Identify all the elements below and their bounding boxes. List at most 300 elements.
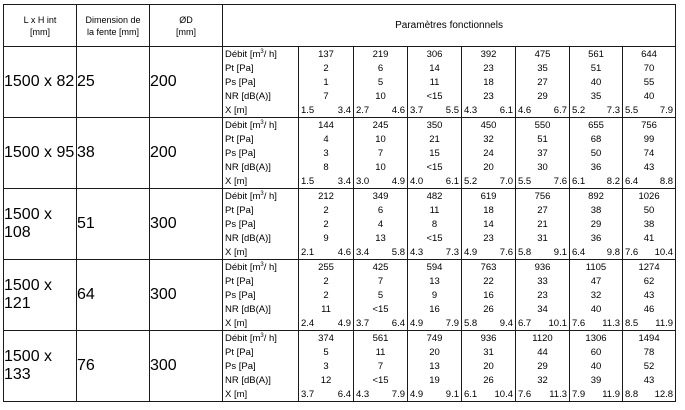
throw-max: 9.1: [553, 246, 567, 258]
value-cell-nr: 19: [408, 373, 462, 387]
debit-label-text: Débit [m: [225, 119, 261, 131]
header-diameter-label: ØD: [179, 14, 193, 25]
debit-label-superscript: 3: [260, 119, 264, 126]
value-cell-x: [570, 103, 623, 118]
throw-min: 2.7: [356, 104, 370, 116]
parameter-label-x: X [m]: [223, 245, 299, 260]
parameter-label-pt: Pt [Pa]: [223, 61, 299, 75]
value-cell-debit: 212: [299, 189, 354, 204]
throw-range: [623, 104, 675, 117]
value-cell-ps: 11: [408, 75, 462, 89]
value-cell-x: [408, 387, 462, 402]
value-cell-x: [516, 387, 570, 402]
throw-range: [516, 104, 569, 117]
value-cell-ps: 52: [623, 359, 676, 373]
value-cell-pt: 4: [299, 132, 354, 146]
value-cell-debit: 763: [462, 260, 516, 275]
slot-size-cell: 76: [77, 331, 150, 402]
parameter-label-ps: Ps [Pa]: [223, 288, 299, 302]
throw-min: 7.6: [572, 317, 586, 329]
throw-min: 8.5: [625, 317, 639, 329]
throw-min: 4.9: [464, 246, 478, 258]
throw-max: 9.8: [606, 246, 620, 258]
throw-min: 3.7: [356, 317, 370, 329]
diameter-cell: 300: [150, 331, 223, 402]
throw-max: 6.7: [553, 104, 567, 116]
throw-min: 7.6: [518, 388, 532, 400]
parameter-label-pt: Pt [Pa]: [223, 274, 299, 288]
value-cell-nr: 41: [623, 231, 676, 245]
value-cell-debit: 936: [462, 331, 516, 346]
parameter-label-debit: [223, 118, 299, 133]
throw-max: 7.6: [499, 246, 513, 258]
parameter-label-nr: NR [dB(A)]: [223, 302, 299, 316]
value-cell-x: [516, 174, 570, 189]
value-cell-x: [408, 245, 462, 260]
value-cell-nr: 20: [462, 160, 516, 174]
value-cell-pt: 32: [462, 132, 516, 146]
throw-range: [462, 175, 515, 188]
value-cell-pt: 13: [408, 274, 462, 288]
value-cell-pt: 99: [623, 132, 676, 146]
throw-min: 4.3: [356, 388, 370, 400]
throw-min: 2.1: [301, 246, 315, 258]
value-cell-x: [462, 316, 516, 331]
value-cell-debit: 756: [516, 189, 570, 204]
throw-min: 4.0: [410, 175, 424, 187]
parameter-label-ps: Ps [Pa]: [223, 217, 299, 231]
parameter-label-ps: Ps [Pa]: [223, 75, 299, 89]
throw-min: 6.4: [625, 175, 639, 187]
value-cell-pt: 21: [408, 132, 462, 146]
value-cell-ps: 16: [462, 288, 516, 302]
throw-min: 5.2: [464, 175, 478, 187]
value-cell-x: [354, 387, 408, 402]
value-cell-pt: 14: [408, 61, 462, 75]
value-cell-x: [570, 174, 623, 189]
throw-range: [462, 317, 515, 330]
throw-range: [570, 175, 622, 188]
parameter-label-x: X [m]: [223, 103, 299, 118]
value-cell-x: [623, 316, 676, 331]
value-cell-pt: 22: [462, 274, 516, 288]
value-cell-debit: 644: [623, 47, 676, 62]
value-cell-debit: 219: [354, 47, 408, 62]
diameter-cell: 300: [150, 260, 223, 331]
throw-max: 9.4: [499, 317, 513, 329]
value-cell-ps: 40: [570, 359, 623, 373]
throw-range: [462, 104, 515, 117]
throw-max: 10.1: [548, 317, 567, 329]
value-cell-ps: 23: [516, 288, 570, 302]
value-cell-debit: 892: [570, 189, 623, 204]
header-dimensions: [4, 5, 77, 47]
throw-range: [623, 317, 675, 330]
value-cell-x: [516, 316, 570, 331]
value-cell-pt: 11: [408, 203, 462, 217]
debit-label-end: / h]: [263, 190, 277, 202]
parameter-label-debit: [223, 331, 299, 346]
throw-range: [623, 246, 675, 259]
header-diameter: [150, 5, 223, 47]
value-cell-debit: 749: [408, 331, 462, 346]
value-cell-ps: 55: [623, 75, 676, 89]
value-cell-debit: 349: [354, 189, 408, 204]
value-cell-pt: 51: [570, 61, 623, 75]
value-cell-nr: 23: [462, 89, 516, 103]
throw-max: 12.8: [654, 388, 674, 400]
value-cell-debit: 561: [354, 331, 408, 346]
debit-label-text: Débit [m: [225, 48, 261, 60]
slot-size-cell: 38: [77, 118, 150, 189]
value-cell-pt: 33: [516, 274, 570, 288]
value-cell-ps: 43: [623, 288, 676, 302]
parameter-label-nr: NR [dB(A)]: [223, 160, 299, 174]
value-cell-nr: 23: [462, 231, 516, 245]
value-cell-x: [516, 103, 570, 118]
value-cell-ps: 8: [408, 217, 462, 231]
value-cell-ps: 14: [462, 217, 516, 231]
value-cell-x: [623, 103, 676, 118]
value-cell-nr: <15: [354, 302, 408, 316]
value-cell-debit: 936: [516, 260, 570, 275]
performance-table: [3, 4, 676, 402]
value-cell-pt: 50: [623, 203, 676, 217]
value-cell-ps: 15: [408, 146, 462, 160]
value-cell-debit: 255: [299, 260, 354, 275]
header-dimensions-unit: [mm]: [30, 26, 50, 37]
value-cell-x: [299, 103, 354, 118]
throw-max: 7.6: [553, 175, 567, 187]
throw-max: 4.6: [391, 104, 405, 116]
value-cell-debit: 594: [408, 260, 462, 275]
value-cell-nr: <15: [408, 160, 462, 174]
value-cell-ps: 3: [299, 146, 354, 160]
parameter-label-pt: Pt [Pa]: [223, 345, 299, 359]
value-cell-x: [462, 174, 516, 189]
parameter-label-debit: [223, 47, 299, 62]
value-cell-x: [623, 245, 676, 260]
throw-max: 10.4: [654, 246, 674, 258]
throw-max: 5.5: [445, 104, 459, 116]
value-cell-ps: 32: [570, 288, 623, 302]
throw-max: 7.9: [391, 388, 405, 400]
value-cell-debit: 144: [299, 118, 354, 133]
debit-label-end: / h]: [263, 119, 277, 131]
value-cell-debit: 245: [354, 118, 408, 133]
throw-range: [462, 388, 515, 401]
throw-min: 7.9: [572, 388, 586, 400]
value-cell-debit: 1494: [623, 331, 676, 346]
debit-label-text: Débit [m: [225, 261, 261, 273]
throw-range: [354, 175, 407, 188]
value-cell-debit: 1026: [623, 189, 676, 204]
throw-max: 11.3: [602, 317, 620, 329]
throw-max: 10.4: [494, 388, 513, 400]
table-row: [4, 47, 676, 62]
value-cell-nr: 34: [516, 302, 570, 316]
header-slot-size: [77, 5, 150, 47]
value-cell-nr: 40: [623, 89, 676, 103]
value-cell-ps: 2: [299, 217, 354, 231]
value-cell-pt: 6: [354, 61, 408, 75]
throw-min: 7.6: [625, 246, 639, 258]
value-cell-nr: 46: [623, 302, 676, 316]
value-cell-nr: 39: [570, 373, 623, 387]
value-cell-ps: 50: [570, 146, 623, 160]
value-cell-pt: 10: [354, 132, 408, 146]
debit-label-end: / h]: [263, 332, 277, 344]
value-cell-pt: 47: [570, 274, 623, 288]
throw-min: 3.7: [301, 388, 315, 400]
throw-range: [354, 388, 407, 401]
throw-max: 6.4: [391, 317, 405, 329]
throw-max: 11.9: [655, 317, 674, 329]
value-cell-x: [299, 245, 354, 260]
value-cell-debit: 475: [516, 47, 570, 62]
value-cell-nr: 29: [516, 89, 570, 103]
parameter-label-pt: Pt [Pa]: [223, 203, 299, 217]
value-cell-nr: 16: [408, 302, 462, 316]
parameter-label-debit: [223, 260, 299, 275]
throw-range: [299, 317, 353, 330]
throw-max: 8.2: [606, 175, 620, 187]
throw-range: [570, 246, 622, 259]
value-cell-debit: 350: [408, 118, 462, 133]
value-cell-ps: 20: [462, 359, 516, 373]
value-cell-pt: 51: [516, 132, 570, 146]
performance-table-container: [3, 4, 675, 401]
throw-min: 4.6: [518, 104, 532, 116]
value-cell-nr: 8: [299, 160, 354, 174]
value-cell-pt: 62: [623, 274, 676, 288]
value-cell-ps: 5: [354, 288, 408, 302]
value-cell-ps: 21: [516, 217, 570, 231]
throw-min: 4.9: [410, 317, 424, 329]
throw-range: [623, 175, 675, 188]
value-cell-pt: 44: [516, 345, 570, 359]
value-cell-nr: 40: [570, 302, 623, 316]
value-cell-pt: 7: [354, 274, 408, 288]
value-cell-debit: 619: [462, 189, 516, 204]
parameter-label-ps: Ps [Pa]: [223, 359, 299, 373]
value-cell-nr: 43: [623, 373, 676, 387]
value-cell-nr: 35: [570, 89, 623, 103]
value-cell-ps: 13: [408, 359, 462, 373]
value-cell-ps: 9: [408, 288, 462, 302]
debit-label-text: Débit [m: [225, 332, 261, 344]
throw-max: 6.1: [445, 175, 459, 187]
header-row: [4, 5, 676, 47]
slot-size-cell: 64: [77, 260, 150, 331]
throw-min: 4.9: [410, 388, 424, 400]
throw-range: [408, 388, 461, 401]
dimension-cell: 1500 x 108: [4, 189, 77, 260]
throw-range: [516, 246, 569, 259]
debit-label-end: / h]: [263, 48, 277, 60]
throw-min: 6.1: [464, 388, 478, 400]
throw-max: 7.3: [445, 246, 459, 258]
slot-size-cell: 25: [77, 47, 150, 118]
value-cell-nr: 10: [354, 89, 408, 103]
throw-range: [570, 317, 622, 330]
throw-range: [462, 246, 515, 259]
value-cell-ps: 2: [299, 288, 354, 302]
debit-label-superscript: 3: [260, 48, 264, 55]
parameter-label-x: X [m]: [223, 174, 299, 189]
value-cell-x: [462, 387, 516, 402]
value-cell-pt: 23: [462, 61, 516, 75]
value-cell-nr: 43: [623, 160, 676, 174]
dimension-cell: 1500 x 133: [4, 331, 77, 402]
value-cell-pt: 60: [570, 345, 623, 359]
throw-max: 5.8: [391, 246, 405, 258]
value-cell-pt: 35: [516, 61, 570, 75]
value-cell-pt: 5: [299, 345, 354, 359]
debit-label-superscript: 3: [260, 332, 264, 339]
parameter-label-ps: Ps [Pa]: [223, 146, 299, 160]
value-cell-x: [299, 174, 354, 189]
value-cell-x: [354, 245, 408, 260]
parameter-label-x: X [m]: [223, 316, 299, 331]
value-cell-ps: 3: [299, 359, 354, 373]
value-cell-nr: 26: [462, 373, 516, 387]
value-cell-debit: 1274: [623, 260, 676, 275]
value-cell-x: [570, 245, 623, 260]
value-cell-pt: 18: [462, 203, 516, 217]
value-cell-pt: 78: [623, 345, 676, 359]
value-cell-nr: 7: [299, 89, 354, 103]
value-cell-x: [462, 103, 516, 118]
throw-max: 7.0: [499, 175, 513, 187]
header-slot-label-2: la fente [mm]: [86, 26, 140, 37]
value-cell-pt: 11: [354, 345, 408, 359]
dimension-cell: 1500 x 121: [4, 260, 77, 331]
throw-range: [299, 175, 353, 188]
value-cell-pt: 38: [570, 203, 623, 217]
parameter-label-nr: NR [dB(A)]: [223, 89, 299, 103]
value-cell-x: [354, 103, 408, 118]
diameter-cell: 200: [150, 47, 223, 118]
value-cell-debit: 550: [516, 118, 570, 133]
value-cell-x: [354, 174, 408, 189]
throw-max: 8.8: [659, 175, 674, 187]
value-cell-debit: 374: [299, 331, 354, 346]
dimension-cell: 1500 x 82: [4, 47, 77, 118]
parameter-label-pt: Pt [Pa]: [223, 132, 299, 146]
value-cell-pt: 68: [570, 132, 623, 146]
throw-min: 1.5: [301, 175, 315, 187]
table-row: [4, 260, 676, 275]
value-cell-pt: 6: [354, 203, 408, 217]
throw-max: 4.6: [337, 246, 351, 258]
value-cell-x: [462, 245, 516, 260]
throw-range: [299, 246, 353, 259]
value-cell-ps: 29: [570, 217, 623, 231]
value-cell-x: [408, 316, 462, 331]
value-cell-debit: 450: [462, 118, 516, 133]
throw-min: 5.8: [518, 246, 532, 258]
throw-min: 3.7: [410, 104, 424, 116]
throw-min: 5.5: [625, 104, 639, 116]
throw-max: 7.9: [445, 317, 459, 329]
debit-label-superscript: 3: [260, 261, 264, 268]
value-cell-debit: 1306: [570, 331, 623, 346]
throw-range: [623, 388, 675, 401]
value-cell-nr: <15: [408, 231, 462, 245]
throw-range: [516, 388, 569, 401]
value-cell-ps: 24: [462, 146, 516, 160]
value-cell-pt: 27: [516, 203, 570, 217]
debit-label-superscript: 3: [260, 190, 264, 197]
throw-min: 5.8: [464, 317, 478, 329]
value-cell-x: [623, 387, 676, 402]
value-cell-debit: 482: [408, 189, 462, 204]
value-cell-x: [408, 103, 462, 118]
throw-max: 4.9: [391, 175, 405, 187]
value-cell-ps: 37: [516, 146, 570, 160]
value-cell-nr: 10: [354, 160, 408, 174]
value-cell-nr: 31: [516, 231, 570, 245]
throw-range: [408, 317, 461, 330]
value-cell-x: [570, 316, 623, 331]
value-cell-debit: 756: [623, 118, 676, 133]
throw-max: 11.9: [602, 388, 620, 400]
header-dimensions-label: L x H int: [23, 14, 57, 25]
header-slot-label-1: Dimension de: [85, 14, 141, 25]
value-cell-ps: 40: [570, 75, 623, 89]
value-cell-debit: 1105: [570, 260, 623, 275]
throw-min: 6.1: [572, 175, 586, 187]
value-cell-pt: 31: [462, 345, 516, 359]
value-cell-debit: 425: [354, 260, 408, 275]
throw-max: 4.9: [337, 317, 351, 329]
throw-min: 1.5: [301, 104, 315, 116]
table-row: [4, 331, 676, 346]
throw-max: 7.3: [606, 104, 620, 116]
parameter-label-x: X [m]: [223, 387, 299, 402]
value-cell-nr: 12: [299, 373, 354, 387]
value-cell-debit: 1120: [516, 331, 570, 346]
value-cell-pt: 70: [623, 61, 676, 75]
value-cell-nr: 32: [516, 373, 570, 387]
value-cell-x: [299, 387, 354, 402]
value-cell-ps: 74: [623, 146, 676, 160]
throw-range: [408, 246, 461, 259]
throw-range: [354, 246, 407, 259]
throw-min: 2.4: [301, 317, 315, 329]
value-cell-pt: 2: [299, 274, 354, 288]
value-cell-ps: 27: [516, 75, 570, 89]
value-cell-ps: 1: [299, 75, 354, 89]
throw-max: 6.1: [499, 104, 513, 116]
value-cell-ps: 7: [354, 146, 408, 160]
value-cell-x: [408, 174, 462, 189]
value-cell-x: [623, 174, 676, 189]
throw-max: 3.4: [337, 104, 351, 116]
value-cell-x: [299, 316, 354, 331]
header-diameter-unit: [mm]: [176, 26, 196, 37]
throw-min: 5.5: [518, 175, 532, 187]
value-cell-nr: 13: [354, 231, 408, 245]
dimension-cell: 1500 x 95: [4, 118, 77, 189]
value-cell-debit: 561: [570, 47, 623, 62]
throw-range: [299, 388, 353, 401]
value-cell-debit: 137: [299, 47, 354, 62]
value-cell-nr: 26: [462, 302, 516, 316]
value-cell-ps: 5: [354, 75, 408, 89]
table-row: [4, 118, 676, 133]
